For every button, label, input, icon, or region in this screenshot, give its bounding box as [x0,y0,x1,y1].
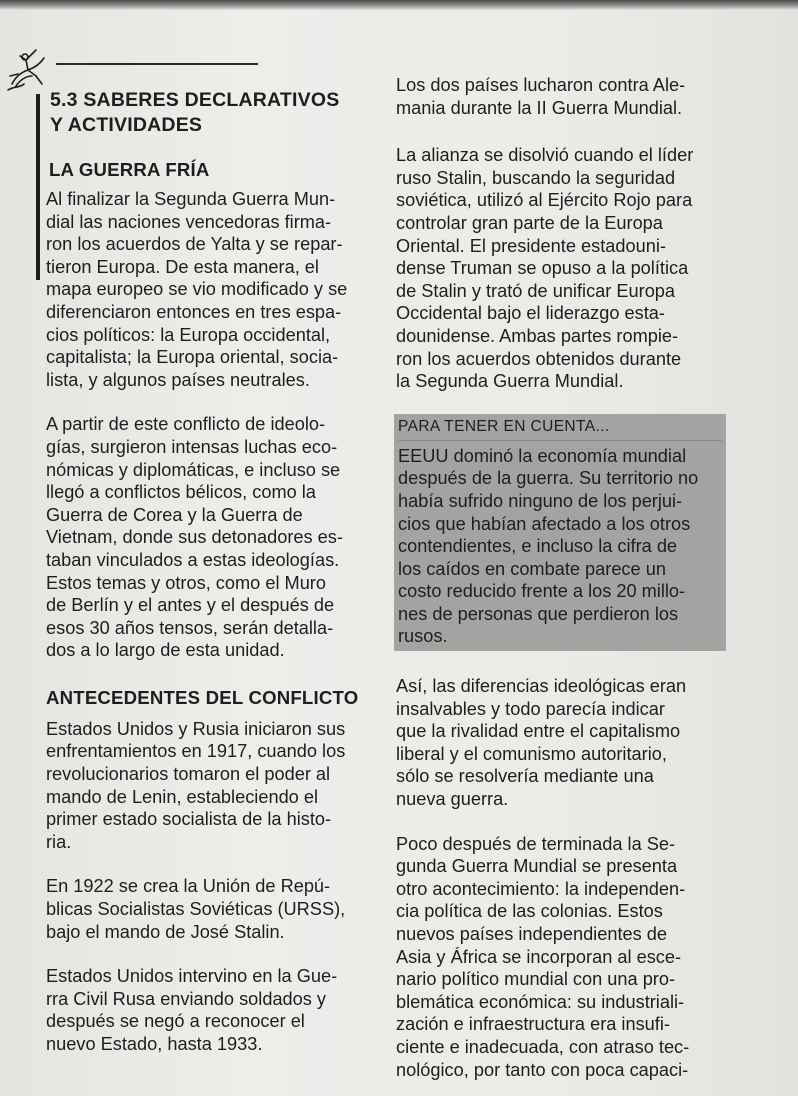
text-line: soviética, utilizó al Ejército Rojo para [396,190,693,211]
text-line: otro acontecimiento: la independen- [396,878,686,899]
text-line: Los dos países lucharon contra Ale- [396,75,686,95]
paragraph-right-1 [396,74,726,119]
text-line: bajo el mando de José Stalin. [46,921,285,942]
text-line: nológico, por tanto con poca capaci- [396,1059,689,1080]
note-box-text [398,445,722,648]
section-title-line: Y ACTIVIDADES [50,114,203,136]
paragraph-right-2 [396,144,726,393]
text-line: Al finalizar la Segunda Guerra Mun- [46,189,336,209]
text-line: cia política de las colonias. Estos [396,901,663,922]
text-line: Guerra de Corea y la Guerra de [46,504,303,525]
text-line: sólo se resolvería mediante una [396,766,654,787]
text-line: A partir de este conflicto de ideolo- [46,414,326,435]
text-line: que la rivalidad entre el capitalismo [396,721,681,742]
text-line: Estados Unidos y Rusia iniciaron sus [46,718,346,739]
text-line: ron los acuerdos obtenidos durante [396,348,682,369]
text-line: cios políticos: la Europa occidental, [46,324,331,345]
text-line: cios que habían afectado a los otros [398,513,691,534]
text-line: Así, las diferencias ideológicas eran [396,676,687,697]
text-line: blemática económica: su industriali- [396,991,685,1012]
heading-background: ANTECEDENTES DEL CONFLICTO [46,686,359,708]
text-line: costo reducido frente a los 20 millo- [398,581,686,602]
right-column [396,74,726,1081]
text-line: Asia y África se incorporan al esce- [396,946,682,967]
text-line: dial las naciones vencedoras firma- [46,211,332,232]
text-line: nuevos países independientes de [396,924,668,944]
text-line: después se negó a reconocer el [46,1011,305,1032]
text-line: Estos temas y otros, como el Muro [46,572,326,593]
text-line: mania durante la II Guerra Mundial. [396,97,683,118]
text-line: de Berlín y el antes y el después de [46,595,335,616]
text-line: En 1922 se crea la Unión de Repú- [46,876,331,897]
text-line: ciente e inadecuada, con atraso tec- [396,1036,690,1057]
section-accent-bar [36,94,40,280]
text-line: revolucionarios tomaron el poder al [46,764,331,785]
text-line: rusos. [398,626,448,647]
text-line: llegó a conflictos bélicos, como la [46,482,316,503]
text-line: La alianza se disolvió cuando el líder [396,145,694,166]
header-rule [56,63,258,65]
text-line: nómicas y diplomáticas, e incluso se [46,459,341,480]
text-line: gías, surgieron intensas luchas eco- [46,436,338,457]
text-line: ron los acuerdos de Yalta y se repar- [46,234,343,255]
text-line: ruso Stalin, buscando la seguridad [396,167,676,188]
text-line: zación e infraestructura era insufi- [396,1014,670,1035]
text-line: la Segunda Guerra Mundial. [396,371,624,392]
paragraph-left-1 [46,188,367,391]
text-line: gunda Guerra Mundial se presenta [396,856,678,877]
text-line: insalvables y todo parecía indicar [396,698,665,719]
text-line: controlar gran parte de la Europa [396,212,663,233]
text-line: dos a lo largo de esta unidad. [46,640,285,661]
text-line: después de la guerra. Su territorio no [398,468,699,489]
text-line: nuevo Estado, hasta 1933. [46,1034,263,1054]
paragraph-left-2 [46,413,367,662]
text-line: Estados Unidos intervino en la Gue- [46,966,338,987]
paragraph-left-3 [46,718,367,854]
text-line: taban vinculados a estas ideologías. [46,549,340,570]
text-line: nario político mundial con una pro- [396,969,676,990]
text-line: blicas Socialistas Soviéticas (URSS), [46,899,346,920]
text-line: Poco después de terminada la Se- [396,833,676,854]
text-line: de Stalin y trató de unificar Europa [396,280,676,301]
text-line: nueva guerra. [396,789,509,810]
text-line: liberal y el comunismo autoritario, [396,743,667,764]
text-line: Occidental bajo el liderazgo esta- [396,303,665,324]
heading-cold-war: LA GUERRA FRÍA [49,159,210,180]
text-line: contendientes, e incluso la cifra de [398,536,678,557]
note-box-title: PARA TENER EN CUENTA... [398,417,722,441]
text-line: lista, y algunos países neutrales. [46,369,310,390]
left-column [46,84,367,1056]
text-line: esos 30 años tensos, serán detalla- [46,617,334,638]
text-line: rra Civil Rusa enviando soldados y [46,988,327,1009]
text-line: tieron Europa. De esta manera, el [46,256,319,277]
text-line: EEUU dominó la economía mundial [398,445,687,466]
text-line: los caídos en combate parece un [398,558,666,579]
text-line: diferenciaron entonces en tres espa- [46,301,342,322]
paragraph-left-4 [46,875,367,943]
text-line: Oriental. El presidente estadouni- [396,235,666,256]
text-line: Vietnam, donde sus detonadores es- [46,527,343,548]
text-line: mando de Lenin, estableciendo el [46,786,319,807]
text-line: enfrentamientos en 1917, cuando los [46,741,346,762]
paragraph-right-4 [396,833,726,1082]
text-line: mapa europeo se vio modificado y se [46,279,348,300]
text-line: primer estado socialista de la histo- [46,809,332,830]
section-title-line: 5.3 SABERES DECLARATIVOS [50,89,340,111]
text-line: dounidense. Ambas partes rompie- [396,325,679,346]
paragraph-right-3 [396,675,726,811]
text-line: dense Truman se opuso a la política [396,258,689,279]
section-title [46,88,367,138]
note-box [394,414,726,651]
publisher-logo-icon [6,46,50,92]
page-top-edge [0,0,798,10]
paragraph-left-5 [46,965,367,1055]
text-line: nes de personas que perdieron los [398,603,679,624]
text-line: ria. [46,831,72,852]
text-line: capitalista; la Europa oriental, socia- [46,347,339,368]
text-line: había sufrido ninguno de los perjui- [398,490,683,511]
